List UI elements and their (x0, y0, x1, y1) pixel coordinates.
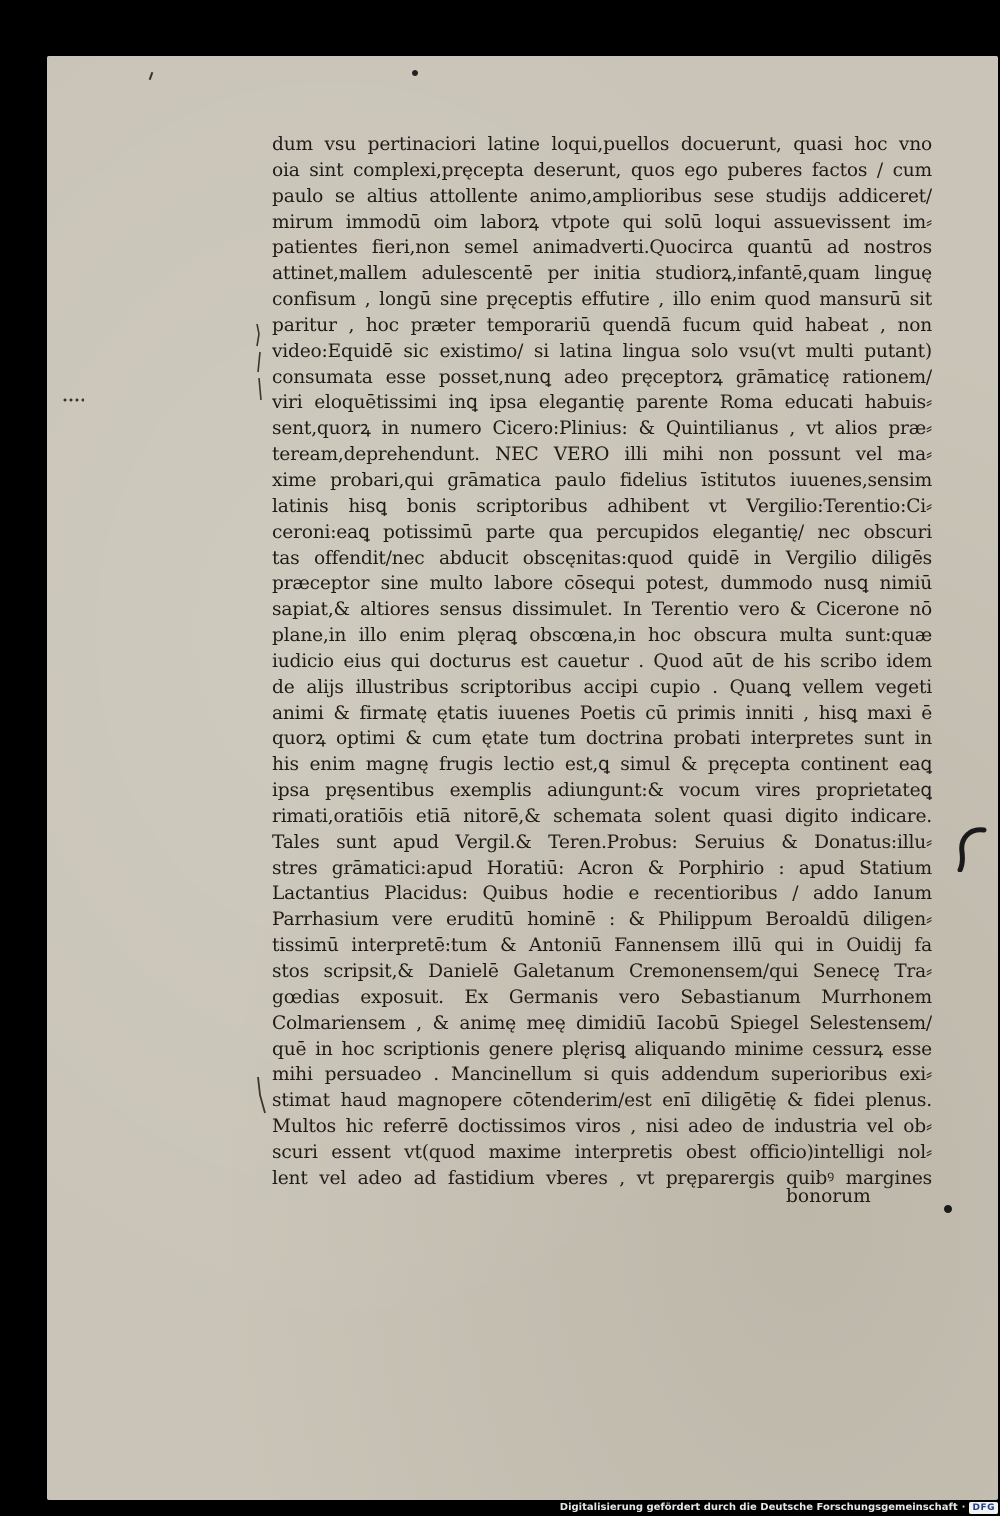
text-line: quorꝝ optimi & cum ętate tum doctrina probati interpretes sunt in (272, 728, 932, 750)
digitization-credit (560, 1500, 1000, 1516)
text-line: de alijs illustribus scriptoribus accipi cupio . Quanꝗ vellem vegeti (272, 676, 932, 698)
text-line: scuri essent vt(quod maxime interpretis obest officio)intelligi nol⸗ (272, 1141, 932, 1163)
text-line: paulo se altius attollente animo,amplioribus sese studijs addiceret/ (272, 185, 932, 207)
text-line: rimati,oratiōis etiā nitorē,& schemata solent quasi digito indicare. (272, 805, 932, 827)
text-line: gœdias exposuit. Ex Germanis vero Sebastianum Murrhonem (272, 986, 932, 1008)
text-line: latinis hisꝗ bonis scriptoribus adhibent vt Vergilio:Terentio:Ci⸗ (272, 495, 932, 517)
text-line: confisum , longū sine pręceptis effutire , illo enim quod mansurū sit (272, 289, 932, 311)
text-line: oia sint complexi,pręcepta deserunt, quos ego puberes factos / cum (272, 159, 932, 181)
text-line: viri eloquētissimi inꝗ ipsa elegantię parente Roma educati habuis⸗ (272, 392, 932, 414)
text-line: tissimū interpretē:tum & Antoniū Fannensem illū qui in Ouidij fa (272, 935, 932, 957)
text-line: sent,quorꝝ in numero Cicero:Plinius: & Quintilianus , vt alios præ⸗ (272, 418, 932, 440)
margin-curl-mark (950, 826, 990, 872)
text-line: præceptor sine multo labore cōsequi potest, dummodo nusꝗ nimiū (272, 573, 932, 595)
credit-separator: · (961, 1502, 966, 1513)
page-text (272, 132, 932, 1192)
text-line: stos scripsit,& Danielē Galetanum Cremonensem/qui Senecę Tra⸗ (272, 961, 932, 982)
ink-dot-mark (412, 70, 418, 76)
catchword: bonorum (786, 1186, 871, 1207)
margin-stroke-mark (255, 1075, 267, 1115)
text-line: paritur , hoc præter temporariū quendā fucum quid habeat , non (272, 314, 932, 336)
dfg-logo: DFG (969, 1502, 998, 1514)
text-line: stres grāmatici:apud Horatiū: Acron & Porphirio : apud Statium (272, 857, 932, 879)
text-line: stimat haud magnopere cōtenderim/est enī diligētię & fidei plenus. (272, 1090, 932, 1112)
text-line: dum vsu pertinaciori latine loqui,puellos docuerunt, quasi hoc vno (272, 134, 932, 155)
text-line: Tales sunt apud Vergil.& Teren.Probus: Seruius & Donatus:illu⸗ (272, 831, 932, 853)
text-line: his enim magnę frugis lectio est,ꝗ simul & pręcepta continent eaꝗ (272, 754, 932, 776)
text-line: quē in hoc scriptionis genere plęrisꝗ aliquando minime cessurꝝ esse (272, 1038, 932, 1060)
text-line: animi & firmatę ętatis iuuenes Poetis cū primis inniti , hisꝗ maxi ē (272, 702, 932, 724)
text-line: attinet,mallem adulescentē per initia studiorꝝ,infantē,quam linguę (272, 263, 932, 285)
credit-text: Digitalisierung gefördert durch die Deutsche Forschungsgemeinschaft (559, 1502, 958, 1513)
text-line: ceroni:eaꝗ potissimū parte qua percupidos elegantię/ nec obscuri (272, 521, 932, 543)
text-line: mirum immodū oim laborꝝ vtpote qui solū loqui assuevissent im⸗ (272, 211, 932, 233)
ink-dot-mark (944, 1205, 952, 1213)
text-line: teream,deprehendunt. NEC VERO illi mihi non possunt vel ma⸗ (272, 444, 932, 466)
margin-bracket-mark (249, 322, 267, 402)
text-line: sapiat,& altiores sensus dissimulet. In Terentio vero & Cicerone nō (272, 599, 932, 621)
text-line: Lactantius Placidus: Quibus hodie e recentioribus / addo Ianum (272, 883, 932, 905)
text-line: mihi persuadeo . Mancinellum si quis addendum superioribus exi⸗ (272, 1064, 932, 1086)
text-line: consumata esse posset,nunꝗ adeo pręceptorꝝ grāmaticę rationem/ (272, 366, 932, 388)
text-line: Multos hic referrē doctissimos viros , nisi adeo de industria vel ob⸗ (272, 1116, 932, 1138)
text-line: ipsa pręsentibus exemplis adiungunt:& vocum vires proprietateꝗ (272, 780, 932, 802)
text-line: Colmariensem , & animę meę dimidiū Iacobū Spiegel Selestensem/ (272, 1012, 932, 1034)
text-line: xime probari,qui grāmatica paulo fidelius īstitutos iuuenes,sensim (272, 469, 932, 491)
text-line: video:Equidē sic existimo/ si latina lingua solo vsu(vt multi putant) (272, 340, 932, 362)
margin-dots-mark (62, 398, 84, 402)
text-line: plane,in illo enim plęraꝗ obscœna,in hoc obscura multa sunt:quæ (272, 625, 932, 647)
text-line: Parrhasium vere eruditū hominē : & Philippum Beroaldū diligen⸗ (272, 909, 932, 931)
text-line: tas offendit/nec abducit obscęnitas:quod quidē in Vergilio diligēs (272, 547, 932, 569)
text-line: lent vel adeo ad fastidium vberes , vt pręparergis quibꝰ margines (272, 1167, 932, 1189)
text-line: patientes fieri,non semel animadverti.Quocirca quantū ad nostros (272, 237, 932, 259)
text-line: iudicio eius qui docturus est cauetur . Quod aūt de his scribo idem (272, 650, 932, 672)
